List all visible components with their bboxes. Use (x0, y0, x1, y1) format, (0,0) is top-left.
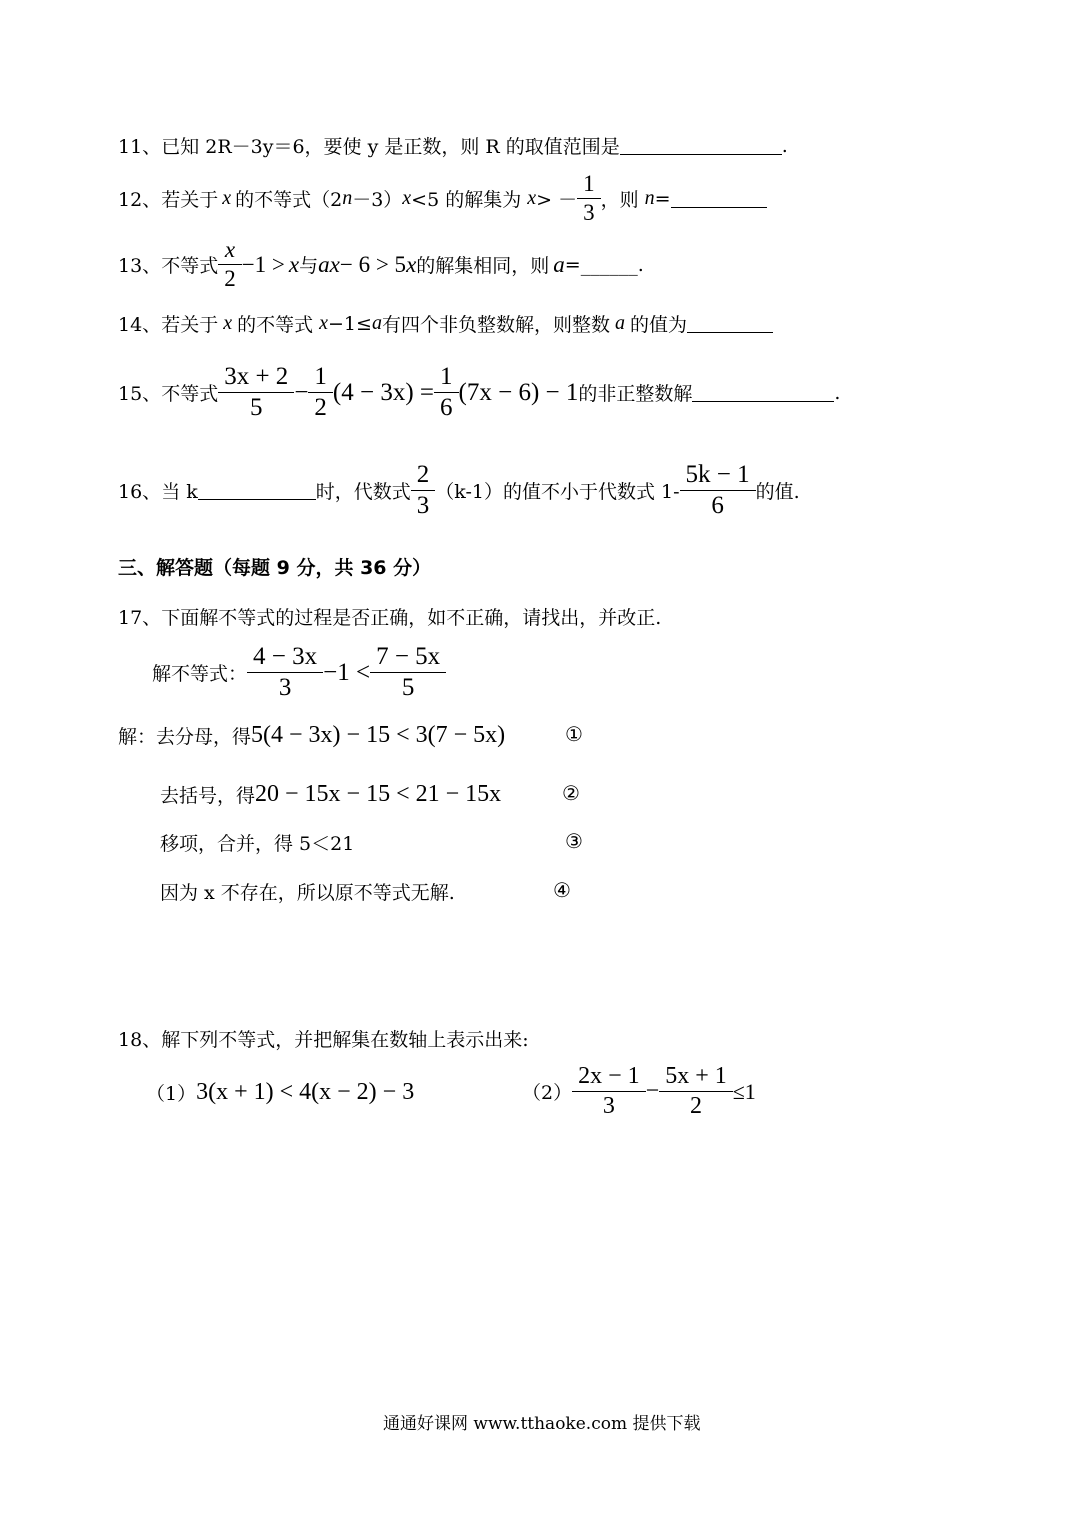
q14-var-x: x (223, 312, 233, 334)
q16-fraction-1 (414, 462, 433, 520)
q15-number: 15、 (118, 383, 162, 406)
page-footer: 通通好课网 www.tthaoke.com 提供下载 (383, 1414, 701, 1434)
q18-part-1 (146, 1079, 414, 1106)
fraction-denominator: 3 (411, 490, 436, 519)
step-marker: ① (565, 722, 583, 746)
fraction-numerator: x (224, 237, 236, 262)
q15-expr: (7x − 6) − 1 (458, 378, 579, 406)
q17-number: 17、 (118, 607, 162, 629)
q16-answer-blank[interactable] (198, 481, 316, 500)
step-expr: 5(4 − 3x) − 15 < 3(7 − 5x) (251, 722, 506, 748)
q17-step-2 (160, 781, 501, 808)
q11-period: . (781, 134, 788, 157)
q15-period: . (834, 381, 841, 404)
fraction-numerator: 4 − 3x (253, 643, 318, 670)
q14-text: −1≤ (328, 312, 372, 335)
q12-text: = (654, 187, 671, 210)
q13-text: =______. (564, 253, 644, 276)
q17-text: 下面解不等式的过程是否正确，如不正确，请找出，并改正. (161, 607, 662, 629)
q16-text: 的值. (755, 481, 800, 504)
q13-expr: −1 > (241, 251, 285, 277)
q15-expr: − (294, 378, 309, 406)
fraction-denominator: 3 (247, 672, 323, 701)
q17-expr: −1 < (323, 658, 371, 686)
q14-text: 有四个非负整数解，则整数 (381, 314, 610, 336)
question-11 (118, 132, 788, 159)
step-text: 去括号，得 (160, 785, 256, 807)
fraction-numerator: 1 (440, 363, 453, 390)
question-13 (118, 238, 644, 291)
fraction-numerator: 2x − 1 (578, 1063, 640, 1089)
step-marker: ③ (565, 829, 583, 853)
q13-var-x: x (406, 251, 417, 277)
fraction-numerator: 7 − 5x (376, 643, 441, 670)
q13-expr: ax (318, 251, 340, 277)
fraction-denominator: 6 (680, 490, 756, 519)
q12-var-n: n (644, 187, 655, 210)
q15-fraction-2 (311, 364, 330, 422)
q15-fraction-1 (221, 364, 291, 422)
q12-fraction (580, 172, 598, 225)
q13-var-x: x (288, 251, 300, 277)
q15-answer-blank[interactable] (692, 383, 834, 402)
q12-text: －3） (352, 189, 403, 212)
step-marker: ④ (553, 878, 571, 902)
q18-text: 解下列不等式，并把解集在数轴上表示出来: (161, 1029, 529, 1051)
q18-expr: 3(x + 1) < 4(x − 2) − 3 (196, 1079, 415, 1105)
fraction-denominator: 3 (577, 198, 601, 225)
q17-step-1 (118, 722, 505, 749)
fraction-denominator: 5 (218, 392, 294, 421)
q14-text: 若关于 (161, 314, 219, 336)
q16-text: 时，代数式 (315, 481, 411, 504)
fraction-numerator: 5k − 1 (685, 461, 750, 488)
step-text: 去分母，得 (156, 726, 252, 748)
question-12 (118, 172, 767, 225)
fraction-denominator: 6 (434, 392, 459, 421)
q14-number: 14、 (118, 314, 162, 336)
q12-var-x: x (527, 187, 537, 210)
fraction-denominator: 5 (370, 672, 446, 701)
step-expr: 20 − 15x − 15 < 21 − 15x (255, 781, 502, 807)
q18-fraction-2 (662, 1064, 730, 1119)
q14-text: 的值为 (629, 314, 687, 336)
q17-fraction-1 (250, 644, 320, 702)
q13-number: 13、 (118, 255, 162, 278)
q13-var-a: a (553, 251, 565, 277)
q14-var-a: a (614, 312, 625, 334)
q18-expr: − (645, 1078, 660, 1105)
q12-var-x: x (402, 187, 412, 210)
fraction-denominator: 2 (308, 392, 333, 421)
q13-text: 与 (299, 255, 319, 278)
question-17 (118, 603, 661, 630)
q12-var-n: n (342, 187, 353, 210)
q18-fraction-1 (575, 1064, 643, 1119)
q16-text: （k-1）的值不小于代数式 1- (435, 481, 680, 504)
q13-text: 的解集相同，则 (416, 255, 550, 278)
q12-text: 若关于 (161, 189, 219, 212)
section-heading: 三、解答题（每题 9 分，共 36 分） (118, 557, 432, 579)
q12-answer-blank[interactable] (671, 189, 767, 208)
q18-number: 18、 (118, 1029, 162, 1051)
q15-expr: (4 − 3x) = (332, 378, 435, 406)
q18-part-label: （2） (522, 1082, 573, 1105)
q12-number: 12、 (118, 189, 162, 212)
q11-answer-blank[interactable] (620, 136, 782, 155)
q12-text: <5 的解集为 (411, 189, 522, 212)
q18-part-label: （1） (146, 1083, 197, 1105)
q16-number: 16、 (118, 481, 162, 504)
q17-step-3 (160, 829, 354, 856)
fraction-numerator: 1 (314, 363, 327, 390)
step-text: 因为 x 不存在，所以原不等式无解. (160, 882, 455, 904)
q14-var-x: x (319, 312, 328, 334)
question-14 (118, 310, 773, 337)
q14-var-a: a (371, 312, 382, 334)
q12-text: 的不等式（2 (235, 189, 343, 212)
q15-text: 不等式 (161, 383, 219, 406)
fraction-numerator: 1 (583, 171, 595, 196)
question-18 (118, 1025, 529, 1052)
q18-part-2 (522, 1064, 756, 1119)
q12-var-x: x (222, 187, 232, 210)
q16-text: 当 k (161, 481, 198, 504)
fraction-denominator: 3 (572, 1091, 646, 1119)
fraction-numerator: 2 (416, 461, 430, 488)
q13-expr: − 6 > 5 (339, 251, 407, 277)
q17-solution-label: 解： (118, 726, 157, 748)
fraction-numerator: 3x + 2 (224, 363, 289, 390)
fraction-denominator: 2 (218, 264, 242, 291)
fraction-denominator: 2 (659, 1091, 733, 1119)
q12-text: > － (536, 189, 578, 212)
q11-text: 已知 2R－3y＝6，要使 y 是正数，则 R 的取值范围是 (161, 136, 620, 158)
q11-number: 11、 (118, 136, 162, 158)
q14-answer-blank[interactable] (687, 314, 773, 333)
q17-fraction-2 (373, 644, 443, 702)
q15-text: 的非正整数解 (578, 383, 693, 406)
step-marker: ② (562, 781, 580, 805)
q17-inequality (152, 644, 446, 702)
q12-text: ，则 (600, 189, 639, 212)
q13-fraction (221, 238, 239, 291)
step-text: 移项，合并，得 5＜21 (160, 833, 355, 855)
q17-solve-label: 解不等式： (152, 663, 248, 686)
question-16 (118, 462, 800, 520)
q17-step-4 (160, 878, 455, 905)
q15-fraction-3 (437, 364, 456, 422)
q13-text: 不等式 (161, 255, 219, 278)
q14-text: 的不等式 (237, 314, 314, 336)
question-15 (118, 364, 840, 422)
q16-fraction-2 (683, 462, 753, 520)
fraction-numerator: 5x + 1 (665, 1063, 727, 1089)
q18-expr: ≤1 (732, 1078, 756, 1104)
